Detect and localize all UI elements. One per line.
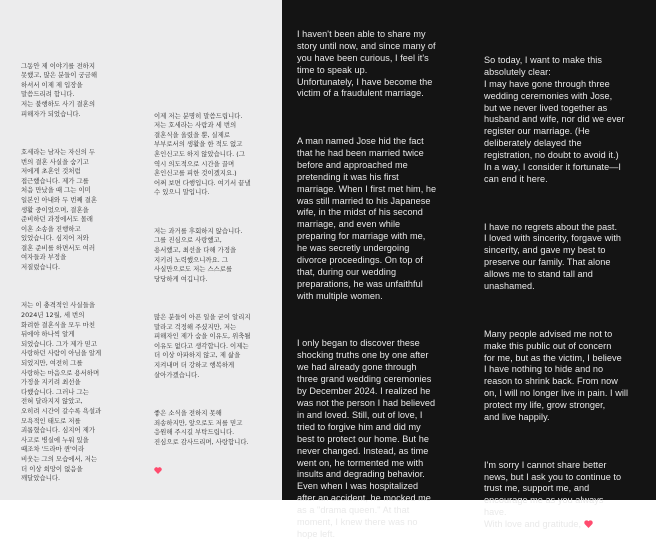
korean-paragraph: 호세라는 남자는 자신의 두 번의 결혼 사실을 숨기고 저에게 초혼인 것처럼 접근했습니다. 제가 그를 처음 만났을 때 그는 이미 일본인 아내와 두 번째 결혼 생활 중이었으며, 결혼을 준비하던 과정에서도 몰래 이혼 소송을 진행하고 있었습니다. 심지어 저와 결혼 준비를 하면서도 여러 여자들과 부정을 저질렀습니다. xyxy=(21,147,98,272)
korean-paragraph: 좋은 소식을 전하지 못해 죄송하지만, 앞으로도 저를 믿고 응원해 주시길 부탁드립니다. 진심으로 감사드리며, 사랑합니다. xyxy=(154,409,249,446)
english-paragraph: I have no regrets about the past. I loved with sincerity, forgave with sincerity, and gave my best to preserve our family. That alone allows me to stand tall and unashamed. xyxy=(484,221,622,292)
english-panel xyxy=(282,0,656,539)
english-column-1 xyxy=(297,17,473,553)
red-heart-icon xyxy=(584,519,593,529)
korean-paragraph: 이제 저는 분명히 말씀드립니다. 저는 호세라는 사람과 세 번의 결혼식을 올렸을 뿐, 실제로 부부로서의 생활을 한 적도 없고 혼인신고도 하지 않았습니다. (그 역시 의도적으로 시간을 끌며 혼인신고를 피한 것이겠지요.) 어쩌 보면 다행입니다. 여기서 끝낼 수 있으니 말입니다. xyxy=(154,111,251,197)
red-heart-icon xyxy=(154,457,266,477)
english-paragraph: A man named Jose hid the fact that he had been married twice before and approached me pretending it was his first marriage. When I first met him, he was still married to his Japanese wife, in the midst of his second marriage, and even while preparing for marriage with me, he was secretly undergoing divorce proceedings. On top of that, during our wedding preparations, he was unfaithful with multiple women. xyxy=(297,136,437,301)
korean-paragraph: 저는 이 충격적인 사실들을 2024년 12월, 세 번의 화려한 결혼식을 모두 마친 뒤에야 하나씩 알게 되었습니다. 그가 제가 믿고 사랑하던 사람이 아님을 알게 되었지만, 여전히 그를 사랑하는 마음으로 용서하며 가정을 지키려 최선을 다했습니다. 그러나 그는 전혀 달라지지 않았고, 오히려 시간이 갈수록 욕설과 모욕적인 태도로 저를 괴롭혔습니다. 심지어 제가 사고로 병실에 누워 있을 때조차 '드라마 퀸'이라 비웃는 그의 모습에서, 저는 더 이상 희망이 없음을 깨달았습니다. xyxy=(21,301,102,483)
korean-paragraph: 많은 분들이 아픈 일을 굳이 알리지 말라고 걱정해 주셨지만, 저는 피해자인 제가 숨을 이유도, 위축될 이유도 없다고 생각합니다. 이제는 더 이상 아파하지 않고, 제 삶을 지켜내며 더 강하고 행복하게 살아가겠습니다. xyxy=(154,313,251,379)
korean-paragraph: 그동안 제 이야기를 전하지 못했고, 많은 분들이 궁금해 하셔서 이제 제 입장을 말씀드리려 합니다. 저는 불행하도 사기 결혼의 피해자가 되었습니다. xyxy=(21,61,98,118)
english-paragraph: I haven't been able to share my story until now, and since many of you have been curious, I feel it's time to speak up. Unfortunately, I have become the victim of a fraudulent marriage. xyxy=(297,28,436,99)
korean-column-1 xyxy=(21,52,125,493)
english-column-2 xyxy=(484,43,652,543)
korean-column-2 xyxy=(154,102,266,487)
english-paragraph: I'm sorry I cannot share better news, but I ask you to continue to trust me, support me, and encourage me as you always have. With love and gratitude, xyxy=(484,459,622,530)
english-closing xyxy=(484,460,652,531)
english-paragraph: Many people advised me not to make this public out of concern for me, but as the victim, I believe I have nothing to hide and no reason to shrink back. From now on, I will no longer live in pain. I will protect my life, grow stronger, and live happily. xyxy=(484,328,629,423)
english-paragraph: I only began to discover these shocking truths one by one after we had already gone through three grand wedding ceremonies by December 2024. I realized he was not the person I had believed in and loved. Still, out of love, I tried to forgive him and did my best to protect our home. But he never changed. Instead, as time went on, he tormented me with insults and degrading behavior. Even when I was hospitalized after an accident, he mocked me as a "drama queen." At that moment, I knew there was no hope left. xyxy=(297,338,436,539)
korean-panel xyxy=(0,0,282,500)
english-paragraph: So today, I want to make this absolutely clear: I may have gone through three wedding ceremonies with Jose, but we never lived together as husband and wife, nor did we ever register our marriage. (He deliberately delayed the registration, no doubt to avoid it.) In a way, I consider it fortunate—I can end it here. xyxy=(484,54,625,184)
korean-paragraph: 저는 과거를 후회하지 않습니다. 그를 진심으로 사랑했고, 용서했고, 최선을 다해 가정을 지키려 노력했으니까요. 그 사실만으로도 저는 스스로를 당당하게 여깁니다. xyxy=(154,226,243,283)
